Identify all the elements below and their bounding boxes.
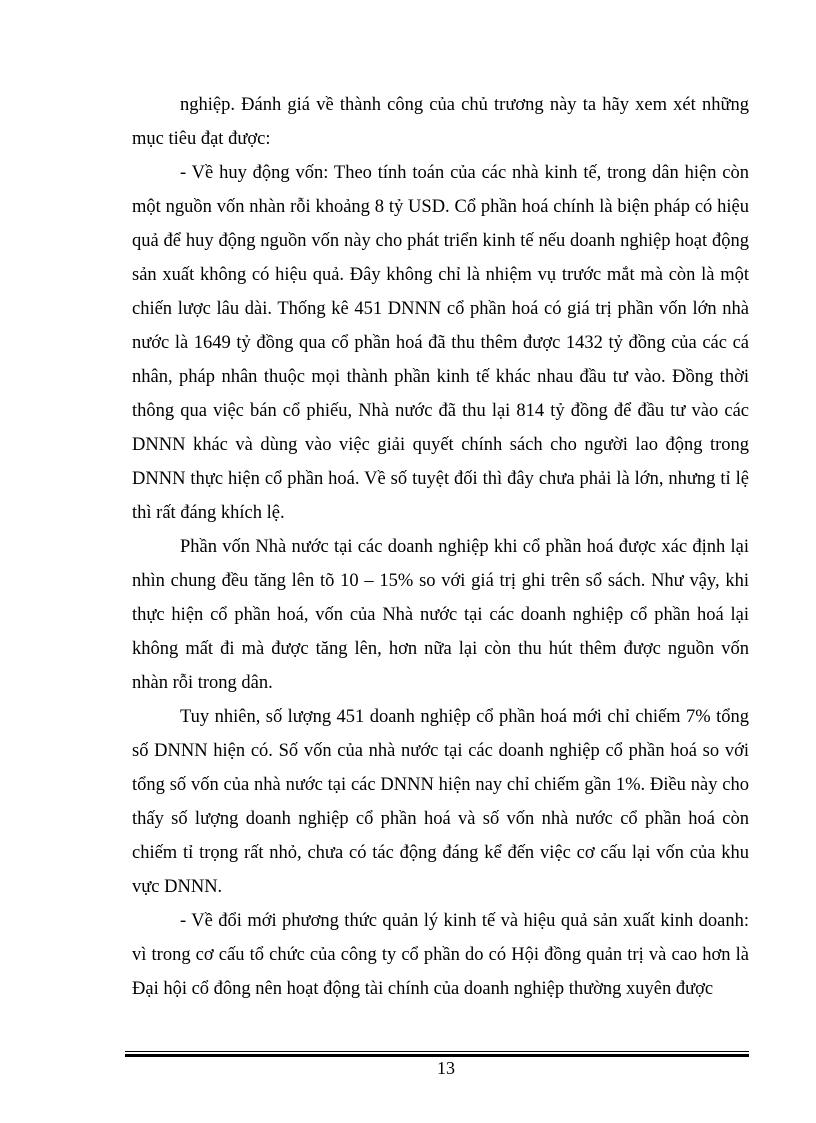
body-text [132,88,749,1006]
paragraph-management-renewal: - Về đổi mới phương thức quản lý kinh tế và hiệu quả sản xuất kinh doanh: vì trong cơ cấu tổ chức của công ty cổ phần do có Hội đồng quản trị và cao hơn là Đại hội cổ đông nên hoạt động tài chính của doanh nghiệp thường xuyên được [132,911,749,999]
paragraph-state-capital: Phần vốn Nhà nước tại các doanh nghiệp khi cổ phần hoá được xác định lại nhìn chung đều tăng lên tõ 10 – 15% so với giá trị ghi trên sổ sách. Như vậy, khi thực hiện cổ phần hoá, vốn của Nhà nước tại các doanh nghiệp cổ phần hoá lại không mất đi mà được tăng lên, hơn nữa lại còn thu hút thêm được nguồn vốn nhàn rỗi trong dân. [132,537,749,693]
paragraph-continuation: nghiệp. Đánh giá về thành công của chủ trương này ta hãy xem xét những mục tiêu đạt được: [132,95,749,149]
paragraph-capital-mobilization: - Về huy động vốn: Theo tính toán của các nhà kinh tế, trong dân hiện còn một nguồn vốn nhàn rỗi khoảng 8 tỷ USD. Cổ phần hoá chính là biện pháp có hiệu quả để huy động nguồn vốn này cho phát triển kinh tế nếu doanh nghiệp hoạt động sản xuất không có hiệu quả. Đây không chỉ là nhiệm vụ trước mắt mà còn là một chiến lược lâu dài. Thống kê 451 DNNN cổ phần hoá có giá trị phần vốn lớn nhà nước là 1649 tỷ đồng qua cổ phần hoá đã thu thêm được 1432 tỷ đồng của các cá nhân, pháp nhân thuộc mọi thành phần kinh tế khác nhau đầu tư vào. Đồng thời thông qua việc bán cổ phiếu, Nhà nước đã thu lại 814 tỷ đồng để đầu tư vào các DNNN khác và dùng vào việc giải quyết chính sách cho người lao động trong DNNN thực hiện cổ phần hoá. Về số tuyệt đối thì đây chưa phải là lớn, nhưng tỉ lệ thì rất đáng khích lệ. [132,163,749,523]
footer-rule-thin [125,1051,749,1052]
paragraph-however: Tuy nhiên, số lượng 451 doanh nghiệp cổ phần hoá mới chỉ chiếm 7% tổng số DNNN hiện có. Số vốn của nhà nước tại các doanh nghiệp cổ phần hoá so với tổng số vốn của nhà nước tại các DNNN hiện nay chỉ chiếm gần 1%. Điều này cho thấy số lượng doanh nghiệp cổ phần hoá và số vốn nhà nước cổ phần hoá còn chiếm tỉ trọng rất nhỏ, chưa có tác động đáng kể đến việc cơ cấu lại vốn của khu vực DNNN. [132,707,749,897]
page-number: 13 [437,1058,455,1078]
